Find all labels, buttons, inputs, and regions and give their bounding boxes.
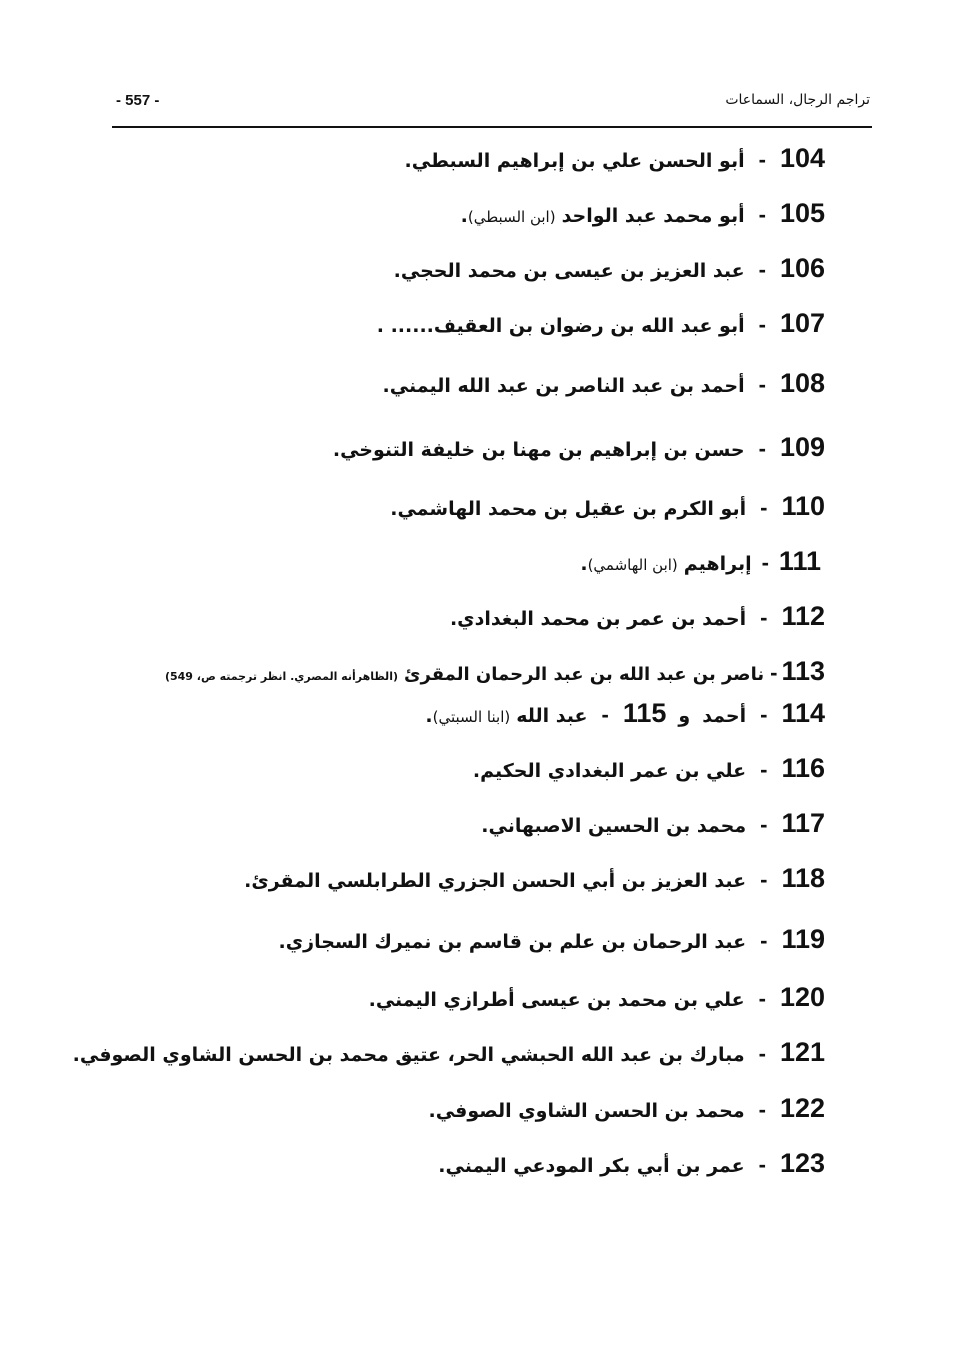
entry-name: عبد العزيز بن عيسى بن محمد الحجي [400, 260, 745, 282]
list-item [333, 432, 825, 463]
entry-number: 120 [779, 982, 825, 1012]
list-item [580, 546, 821, 577]
entry-name: أبو عبد الله بن رضوان بن العقيف [433, 315, 745, 337]
entry-dash: - [758, 1041, 766, 1066]
list-item [390, 491, 825, 522]
list-item [165, 656, 825, 687]
entry-number: 117 [781, 808, 825, 838]
entry-period: . [244, 870, 252, 892]
entry-period: . [332, 439, 341, 461]
entry-name: محمد بن الحسن الشاوي الصوفي [435, 1100, 745, 1122]
entry-dash: - [601, 702, 609, 727]
list-item [450, 601, 825, 632]
entry-number: 107 [779, 308, 825, 338]
list-item [473, 753, 825, 784]
list-item [377, 308, 825, 339]
entry-number: 104 [779, 143, 825, 173]
list-item [438, 1148, 825, 1179]
entry-number: 114 [781, 698, 825, 728]
entry-dash: - [760, 702, 768, 727]
entry-dash: - [758, 312, 766, 337]
list-item [394, 253, 825, 284]
entry-number: 118 [781, 863, 825, 893]
entry-number: 110 [781, 491, 825, 521]
entry-number: 108 [779, 368, 825, 398]
entry-name: عمر بن أبي بكر المودعي اليمني [445, 1155, 745, 1177]
entry-name: مبارك بن عبد الله الحبشي الحر، عتيق محمد بن الحسن الشاوي الصوفي [79, 1044, 745, 1066]
page-header [112, 88, 872, 128]
entry-dash: - [758, 372, 766, 397]
entry-parenthetical: (ابنا السبتي) [432, 708, 511, 726]
entry-conjunction: و [678, 705, 691, 727]
entry-name: أحمد بن عبد الناصر بن عبد الله اليمني [389, 375, 745, 397]
entry-number: 106 [779, 253, 825, 283]
list-item [481, 808, 825, 839]
entry-dash: - [761, 550, 769, 575]
entry-period: . [393, 260, 401, 282]
entry-number: 116 [781, 753, 825, 783]
list-item [405, 143, 825, 174]
entry-name: علي بن عمر البغدادي الحكيم [480, 760, 747, 782]
entry-dash: - [760, 605, 768, 630]
entry-period: . [425, 705, 433, 727]
entry-period: . [481, 815, 489, 837]
entry-parenthetical: (ابن الهاشمي) [587, 556, 678, 574]
page-number: - 557 - [116, 92, 160, 109]
entry-number: 123 [779, 1148, 825, 1178]
entry-period: . [460, 205, 468, 227]
entry-dash: - [758, 436, 766, 461]
entry-number: 121 [779, 1037, 825, 1067]
list-item [73, 1037, 825, 1068]
entry-period: . [390, 498, 398, 520]
entry-name: علي بن محمد بن عيسى أطرازي اليمني [375, 989, 745, 1011]
entry-name: عبد العزيز بن أبي الحسن الجزري الطرابلسي المقرئ [251, 870, 747, 892]
entry-dash: - [760, 495, 768, 520]
entry-number: 105 [779, 198, 825, 228]
list-item [279, 924, 826, 955]
entry-period: . [438, 1155, 446, 1177]
entry-name: أحمد [702, 705, 747, 727]
entry-dash: - [758, 1097, 766, 1122]
entry-note: (الظاهرأنه المصري. انظر ترجمته ص، 549) [164, 670, 398, 683]
entry-period: . [382, 375, 390, 397]
entry-name: إبراهيم [683, 553, 752, 575]
entry-period: . [472, 760, 481, 782]
entry-number: 112 [781, 601, 825, 631]
entry-dash: - [758, 202, 766, 227]
entry-dash: - [770, 660, 778, 685]
entry-dash: - [760, 757, 768, 782]
entry-period: . [368, 989, 376, 1011]
entry-parenthetical: (ابن السبطي) [467, 208, 556, 226]
entry-period: ...... . [376, 315, 434, 337]
entry-number: 119 [781, 924, 825, 954]
list-item [383, 368, 825, 399]
list-item [461, 198, 825, 229]
entry-number: 109 [779, 432, 825, 462]
entry-dash: - [758, 1152, 766, 1177]
list-item [428, 1093, 825, 1124]
entry-name: أبو الكرم بن عقيل بن محمد الهاشمي [397, 498, 747, 520]
entry-dash: - [758, 257, 766, 282]
entry-dash: - [760, 867, 768, 892]
entry-dash: - [758, 147, 766, 172]
entry-name: محمد بن الحسين الاصبهاني [488, 815, 747, 837]
entry-name: عبد الرحمان بن علم بن قاسم بن نميرك السجازي [285, 931, 747, 953]
running-head: تراجم الرجال، السماعات [725, 92, 870, 108]
list-item [244, 863, 825, 894]
list-item [369, 982, 825, 1013]
entry-number: 111 [778, 546, 821, 576]
entry-period: . [449, 608, 458, 630]
entry-number-2: 115 [622, 698, 667, 728]
entry-name: ناصر بن عبد الله بن عبد الرحمان المقرئ [404, 664, 765, 685]
entry-name: حسن بن إبراهيم بن مهنا بن خليفة التنوخي [340, 439, 745, 461]
entry-number: 113 [781, 656, 825, 686]
entry-dash: - [758, 986, 766, 1011]
entry-dash: - [760, 812, 768, 837]
entry-dash: - [760, 928, 768, 953]
entry-name: أحمد بن عمر بن محمد البغدادي [457, 608, 747, 630]
entry-period: . [404, 150, 412, 172]
entry-period: . [428, 1100, 436, 1122]
entry-period: . [580, 553, 588, 575]
entry-name-2: عبد الله [516, 705, 588, 727]
entry-period: . [72, 1044, 80, 1066]
entry-period: . [278, 931, 286, 953]
entry-name: أبو محمد عبد الواحد [561, 205, 745, 227]
list-item [425, 698, 825, 729]
entry-number: 122 [779, 1093, 825, 1123]
entry-name: أبو الحسن علي بن إبراهيم السبطي [411, 150, 745, 172]
